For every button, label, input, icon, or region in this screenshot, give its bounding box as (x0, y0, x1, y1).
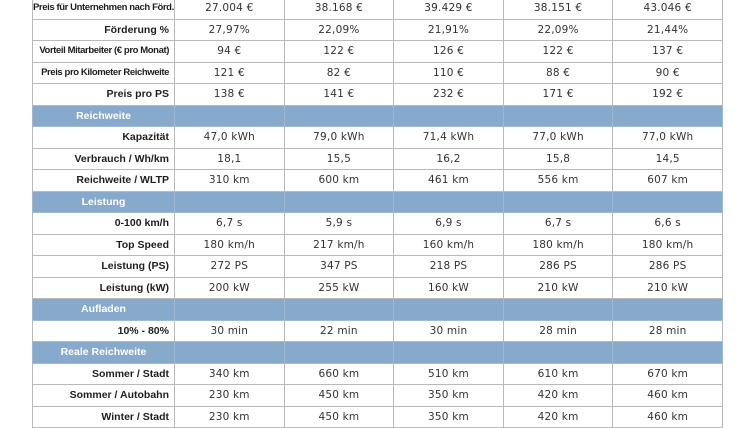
value-cell: 27.004 € (175, 0, 285, 19)
value-cell: 90 € (613, 62, 723, 84)
table-row (33, 406, 723, 428)
comparison-table (32, 0, 723, 428)
table-row (33, 385, 723, 407)
value-cell: 71,4 kWh (394, 127, 504, 149)
value-cell: 461 km (394, 170, 504, 192)
section-empty-cell (284, 299, 394, 321)
section-empty-cell (613, 105, 723, 127)
value-cell: 121 € (175, 62, 285, 84)
value-cell: 6,6 s (613, 213, 723, 235)
value-cell: 14,5 (613, 148, 723, 170)
value-cell: 450 km (284, 406, 394, 428)
value-cell: 230 km (175, 385, 285, 407)
value-cell: 210 kW (613, 277, 723, 299)
value-cell: 171 € (503, 84, 613, 106)
section-empty-cell (394, 342, 504, 364)
section-empty-cell (175, 105, 285, 127)
value-cell: 510 km (394, 363, 504, 385)
value-cell: 347 PS (284, 256, 394, 278)
value-cell: 232 € (394, 84, 504, 106)
value-cell: 218 PS (394, 256, 504, 278)
value-cell: 217 km/h (284, 234, 394, 256)
value-cell: 22,09% (503, 19, 613, 41)
value-cell: 286 PS (503, 256, 613, 278)
value-cell: 138 € (175, 84, 285, 106)
section-empty-cell (394, 191, 504, 213)
value-cell: 350 km (394, 385, 504, 407)
value-cell: 15,8 (503, 148, 613, 170)
value-cell: 200 kW (175, 277, 285, 299)
value-cell: 160 kW (394, 277, 504, 299)
value-cell: 94 € (175, 41, 285, 63)
row-label: Preis pro PS (33, 84, 175, 106)
row-label: Winter / Stadt (33, 406, 175, 428)
value-cell: 110 € (394, 62, 504, 84)
section-title: Reichweite (33, 105, 175, 127)
value-cell: 192 € (613, 84, 723, 106)
value-cell: 670 km (613, 363, 723, 385)
value-cell: 30 min (394, 320, 504, 342)
section-empty-cell (503, 105, 613, 127)
table-row (33, 363, 723, 385)
row-label: Förderung % (33, 19, 175, 41)
row-label: 0-100 km/h (33, 213, 175, 235)
value-cell: 16,2 (394, 148, 504, 170)
value-cell: 556 km (503, 170, 613, 192)
row-label: Leistung (PS) (33, 256, 175, 278)
row-label: Top Speed (33, 234, 175, 256)
section-header-row (33, 299, 723, 321)
value-cell: 160 km/h (394, 234, 504, 256)
section-empty-cell (175, 191, 285, 213)
table-row (33, 19, 723, 41)
value-cell: 82 € (284, 62, 394, 84)
row-label: 10% - 80% (33, 320, 175, 342)
table-row (33, 62, 723, 84)
value-cell: 255 kW (284, 277, 394, 299)
value-cell: 43.046 € (613, 0, 723, 19)
value-cell: 6,7 s (503, 213, 613, 235)
section-empty-cell (613, 191, 723, 213)
value-cell: 47,0 kWh (175, 127, 285, 149)
value-cell: 22 min (284, 320, 394, 342)
value-cell: 180 km/h (175, 234, 285, 256)
value-cell: 137 € (613, 41, 723, 63)
value-cell: 6,9 s (394, 213, 504, 235)
table-row (33, 127, 723, 149)
section-empty-cell (284, 342, 394, 364)
value-cell: 310 km (175, 170, 285, 192)
value-cell: 79,0 kWh (284, 127, 394, 149)
value-cell: 180 km/h (503, 234, 613, 256)
value-cell: 38.151 € (503, 0, 613, 19)
section-empty-cell (175, 342, 285, 364)
table-row (33, 256, 723, 278)
row-label: Verbrauch / Wh/km (33, 148, 175, 170)
section-empty-cell (394, 105, 504, 127)
value-cell: 420 km (503, 385, 613, 407)
section-title: Leistung (33, 191, 175, 213)
section-empty-cell (175, 299, 285, 321)
section-header-row (33, 105, 723, 127)
value-cell: 607 km (613, 170, 723, 192)
row-label: Reichweite / WLTP (33, 170, 175, 192)
table-row (33, 170, 723, 192)
value-cell: 122 € (284, 41, 394, 63)
section-empty-cell (613, 342, 723, 364)
section-title: Aufladen (33, 299, 175, 321)
row-label: Kapazität (33, 127, 175, 149)
row-label: Sommer / Stadt (33, 363, 175, 385)
value-cell: 610 km (503, 363, 613, 385)
table-row (33, 41, 723, 63)
table-row (33, 148, 723, 170)
value-cell: 141 € (284, 84, 394, 106)
value-cell: 286 PS (613, 256, 723, 278)
section-empty-cell (503, 342, 613, 364)
value-cell: 88 € (503, 62, 613, 84)
value-cell: 600 km (284, 170, 394, 192)
value-cell: 460 km (613, 385, 723, 407)
section-header-row (33, 342, 723, 364)
value-cell: 180 km/h (613, 234, 723, 256)
table-row (33, 277, 723, 299)
table-row (33, 84, 723, 106)
value-cell: 350 km (394, 406, 504, 428)
value-cell: 272 PS (175, 256, 285, 278)
value-cell: 6,7 s (175, 213, 285, 235)
value-cell: 39.429 € (394, 0, 504, 19)
section-empty-cell (503, 191, 613, 213)
row-label: Leistung (kW) (33, 277, 175, 299)
value-cell: 450 km (284, 385, 394, 407)
table-row (33, 320, 723, 342)
value-cell: 230 km (175, 406, 285, 428)
value-cell: 340 km (175, 363, 285, 385)
value-cell: 38.168 € (284, 0, 394, 19)
table-row (33, 213, 723, 235)
value-cell: 30 min (175, 320, 285, 342)
value-cell: 28 min (613, 320, 723, 342)
row-label: Vorteil Mitarbeiter (€ pro Monat) (33, 41, 175, 63)
section-empty-cell (503, 299, 613, 321)
value-cell: 660 km (284, 363, 394, 385)
value-cell: 27,97% (175, 19, 285, 41)
section-empty-cell (394, 299, 504, 321)
section-empty-cell (284, 105, 394, 127)
value-cell: 460 km (613, 406, 723, 428)
row-label: Sommer / Autobahn (33, 385, 175, 407)
section-header-row (33, 191, 723, 213)
value-cell: 126 € (394, 41, 504, 63)
value-cell: 5,9 s (284, 213, 394, 235)
row-label: Preis pro Kilometer Reichweite (33, 62, 175, 84)
section-empty-cell (613, 299, 723, 321)
comparison-table-body (33, 0, 723, 428)
value-cell: 122 € (503, 41, 613, 63)
value-cell: 210 kW (503, 277, 613, 299)
row-label: Preis für Unternehmen nach Förd. (33, 0, 175, 19)
value-cell: 21,91% (394, 19, 504, 41)
value-cell: 15,5 (284, 148, 394, 170)
value-cell: 28 min (503, 320, 613, 342)
value-cell: 77,0 kWh (503, 127, 613, 149)
table-row (33, 0, 723, 19)
table-row (33, 234, 723, 256)
value-cell: 77,0 kWh (613, 127, 723, 149)
value-cell: 21,44% (613, 19, 723, 41)
section-title: Reale Reichweite (33, 342, 175, 364)
value-cell: 22,09% (284, 19, 394, 41)
value-cell: 18,1 (175, 148, 285, 170)
value-cell: 420 km (503, 406, 613, 428)
section-empty-cell (284, 191, 394, 213)
